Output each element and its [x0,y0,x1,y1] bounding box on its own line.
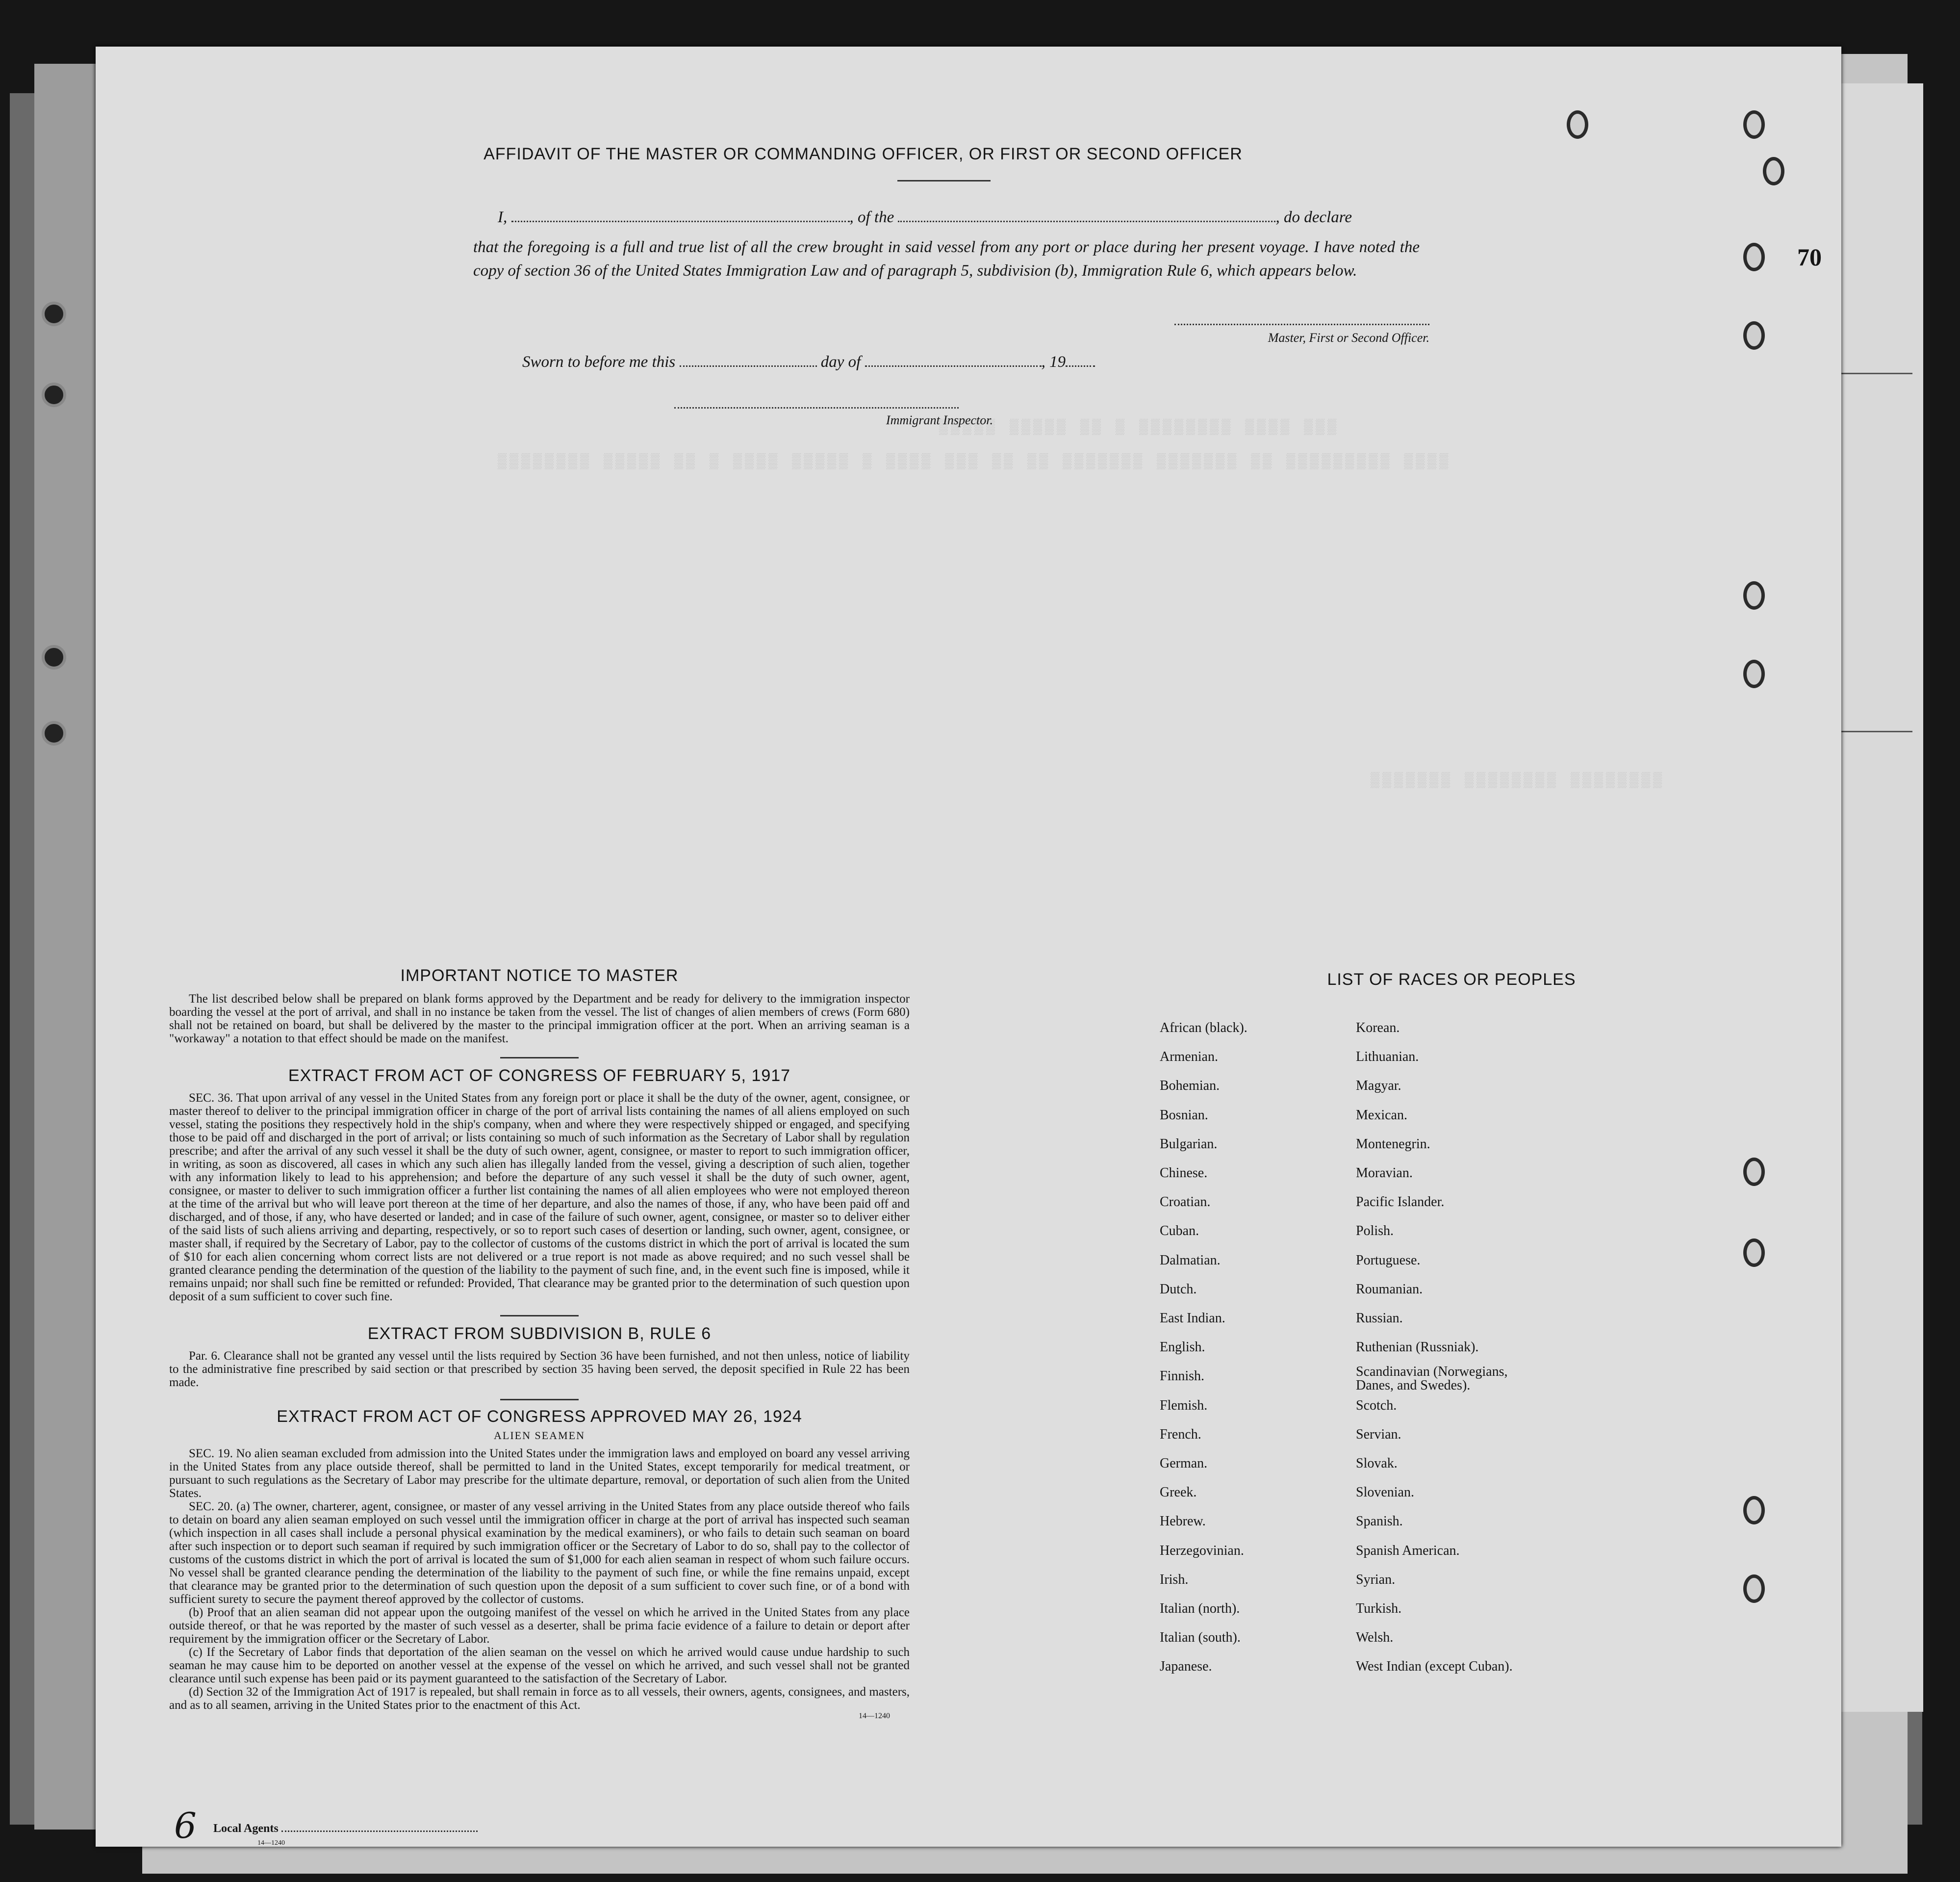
sworn-day-field[interactable] [680,365,817,367]
race-list-item: English. [1160,1340,1205,1355]
race-list-item: Roumanian. [1356,1281,1423,1297]
race-list-item: Dutch. [1160,1281,1197,1297]
race-list-item: Dalmatian. [1160,1252,1221,1268]
race-list-item: Greek. [1160,1485,1197,1500]
punch-hole-icon [1743,1496,1765,1524]
race-list-item: Bosnian. [1160,1107,1208,1123]
section-divider [500,1399,579,1400]
race-list-item: Moravian. [1356,1165,1413,1181]
notice-body: The list described below shall be prepared on blank forms approved by the Department and be ready for delivery to the immigration inspector boarding the vessel at the port of arrival, and shall in no instance be taken from the vessel. The list of changes of alien members of crews (Form 680) shall not be retained on board, but shall be delivered by the master to the principal immigration officer at the port. When an arriving seaman is a "workaway" a notation to that effect should be made on the manifest. [169,992,910,1045]
vessel-name-field[interactable] [898,221,1275,222]
inspector-signature-block [674,402,993,428]
section-divider [500,1057,579,1058]
race-list-item: African (black). [1160,1020,1247,1035]
extract-1924-sec20c: (c) If the Secretary of Labor finds that deportation of the alien seaman on the vessel on which he arrived would cause undue hardship to such seaman he may cause him to be deported on another vessel at the expense of the vessel on which he arrived, and such vessel shall not be granted clearance until such expense has been paid or its payment guaranteed to the satisfaction of the Secretary of Labor. [169,1646,910,1685]
ghost-text: ▒▒▒▒▒▒▒ ▒▒▒▒▒▒▒▒ ▒▒▒▒▒▒▒▒ [1371,773,1665,789]
race-list-item: Slovenian. [1356,1485,1414,1500]
race-list-item: Scotch. [1356,1397,1397,1413]
section-divider [500,1315,579,1316]
race-list-item: Servian. [1356,1426,1401,1442]
sworn-prefix: Sworn to before me this [522,353,676,371]
master-signature-label: Master, First or Second Officer. [1268,331,1429,345]
ghost-text: ▒▒▒▒▒▒▒▒ ▒▒▒▒▒ ▒▒ ▒ ▒▒▒▒ ▒▒▒▒▒ ▒ ▒▒▒▒ ▒▒▒ ▒▒ ▒▒ ▒▒▒▒▒▒▒ ▒▒▒▒▒▒▒ ▒▒ ▒▒▒▒▒▒▒▒▒ ▒▒▒▒ [498,454,1451,470]
extract-1917-title: EXTRACT FROM ACT OF CONGRESS OF FEBRUARY 5, 1917 [288,1066,791,1085]
race-list-item: Finnish. [1160,1368,1205,1384]
race-list-item: West Indian (except Cuban). [1356,1659,1513,1675]
title-divider [897,180,991,181]
declaration-line [498,208,1352,227]
race-list-item: Scandinavian (Norwegians, Danes, and Swedes). [1356,1364,1508,1393]
extract-1924-sec20a: SEC. 20. (a) The owner, charterer, agent, consignee, or master of any vessel arriving in the United States from any place outside thereof who fails to detain on board any alien seaman employed on such vessel until the immigration officer in charge at the port of arrival has inspected such seaman (which inspection in all cases shall include a personal physical examination by the medical examiners), or who fails to detain such seaman on board after such inspection or to deport such seaman if required by such immigration officer or the Secretary of Labor to do so, shall pay to the collector of customs of the customs district in which the port of arrival is located the sum of $1,000 for each alien seaman in respect of whom such failure occurs. No vessel shall be granted clearance pending the determination of the liability to the payment of such fine, or while the fine remains unpaid, except that clearance may be granted prior to the determination of such question upon the deposit of a sum sufficient to cover such fine, or of a bond with sufficient surety to secure the payment thereof approved by the collector of customs. [169,1500,910,1606]
affidavit-title: AFFIDAVIT OF THE MASTER OR COMMANDING OFFICER, OR FIRST OR SECOND OFFICER [484,145,1243,163]
race-list-item: Italian (south). [1160,1630,1241,1646]
race-list-item: East Indian. [1160,1311,1225,1326]
race-list-item: Mexican. [1356,1107,1407,1123]
race-list-item: French. [1160,1426,1201,1442]
local-agents-form-number: 14—1240 [257,1839,285,1847]
local-agents-label [213,1822,478,1835]
punch-hole-icon [1763,157,1784,185]
race-list-item: Chinese. [1160,1165,1208,1181]
form-number: 14—1240 [859,1712,890,1720]
race-list-item: Pacific Islander. [1356,1194,1445,1210]
sworn-day-label: day of [820,353,861,371]
race-list-item: Magyar. [1356,1078,1401,1094]
punch-hole-icon [1743,1238,1765,1267]
race-list-item: Lithuanian. [1356,1049,1419,1065]
race-list-item: Montenegrin. [1356,1136,1430,1152]
punch-hole-icon [1743,1158,1765,1186]
race-list-item: Spanish American. [1356,1543,1460,1558]
race-list-item: Spanish. [1356,1514,1403,1529]
page-number: 70 [1797,243,1822,271]
affidavit-statement: that the foregoing is a full and true list of all the crew brought in said vessel from any port or place during her present voyage. I have noted the copy of section 36 of the United States Immigration Law and of paragraph 5, subdivision (b), Immigration Rule 6, which appears below. [473,238,1420,280]
race-list-item: Flemish. [1160,1397,1208,1413]
inspector-signature-label: Immigrant Inspector. [886,413,993,427]
local-agents-field[interactable] [281,1830,478,1832]
races-title: LIST OF RACES OR PEOPLES [1327,970,1576,989]
race-list-item: Slovak. [1356,1456,1398,1471]
sworn-year-field[interactable] [1066,365,1095,367]
race-list-item: Korean. [1356,1020,1400,1035]
punch-hole-icon [1743,581,1765,610]
extract-1924-sec19: SEC. 19. No alien seaman excluded from admission into the United States under the immigration laws and employed on board any vessel arriving in the United States from any place outside thereof, shall be permitted to land in the United States, except temporarily for medical treatment, or pursuant to such regulations as the Secretary of Labor may prescribe for the ultimate departure, removal, or deportation of such alien from the United States. [169,1447,910,1500]
race-list-item: Armenian. [1160,1049,1218,1065]
race-list-item: Cuban. [1160,1223,1199,1239]
sworn-month-field[interactable] [865,365,1042,367]
race-list-item: Portuguese. [1356,1252,1421,1268]
race-list-item: Irish. [1160,1572,1189,1587]
race-list-item: Ruthenian (Russniak). [1356,1340,1479,1355]
race-list-item: Turkish. [1356,1601,1402,1616]
punch-hole-icon [1743,243,1765,271]
punch-hole-icon [1743,1574,1765,1603]
declarant-label: I, [498,208,508,226]
punch-hole-icon [1743,321,1765,350]
handwritten-number: 6 [174,1805,197,1846]
race-list-item: Russian. [1356,1311,1403,1326]
race-list-item: Polish. [1356,1223,1394,1239]
inspector-signature-field[interactable] [674,407,959,409]
notice-title: IMPORTANT NOTICE TO MASTER [400,966,679,985]
race-list-item: Croatian. [1160,1194,1211,1210]
extract-1917-body: SEC. 36. That upon arrival of any vessel in the United States from any foreign port or place it shall be the duty of the owner, agent, consignee, or master thereof to deliver to the principal immigration officer in charge of the port of arrival lists containing the names of all aliens employed on such vessel, stating the positions they respectively hold in the ship's company, when and where they were respectively shipped or engaged, and specifying those to be paid off and discharged in the port of arrival; or lists containing so much of such information as the Secretary of Labor shall by regulation prescribe; and after the arrival of any such vessel it shall be the duty of such owner, agent, consignee, or master to report to such immigration officer, in writing, as soon as discovered, all cases in which any such alien has illegally landed from the vessel, giving a description of such alien, together with any information likely to lead to his apprehension; and before the departure of any such vessel it shall be the duty of such owner, agent, consignee, or master to deliver to such immigration officer a further list containing the names of all alien employees who were not employed thereon at the time of the arrival but who will leave port thereon at the time of her departure, and also the names of those, if any, who have been paid off and discharged, and of those, if any, who have deserted or landed; and in case of the failure of such owner, agent, consignee, or master so to deliver either of the said lists of such aliens arriving and departing, respectively, or so to report such cases of desertion or landing, such owner, agent, consignee, or master shall, if required by the Secretary of Labor, pay to the collector of customs of the customs district in which the port of arrival is located the sum of $10 for each alien concerning whom correct lists are not delivered or a true report is not made as above required; and no such vessel shall be granted clearance pending the determination of the question of the liability to the payment of such fine, and, in the event such fine is imposed, while it remains unpaid; nor shall such fine be remitted or refunded: Provided, That clearance may be granted prior to the determination of such question upon deposit of a sum sufficient to cover such fine. [169,1091,910,1303]
race-list-item: Herzegovinian. [1160,1543,1244,1558]
race-list-item: Hebrew. [1160,1514,1206,1529]
local-agents-text: Local Agents [213,1822,279,1835]
of-the-label: , of the [849,208,894,226]
sworn-line [522,353,1095,371]
binder-hole-icon [42,645,66,670]
punch-hole-icon [1567,110,1588,139]
rule6-body: Par. 6. Clearance shall not be granted any vessel until the lists required by Section 36 have been furnished, and not then unless, notice of liability to the administrative fine prescribed by said section or that prescribed by section 35 having been served, the deposit specified in Rule 22 has been made. [169,1349,910,1389]
binder-hole-icon [42,302,66,326]
ghost-text: ▒▒▒▒▒ ▒▒▒▒▒ ▒▒ ▒ ▒▒▒▒▒▒▒▒ ▒▒▒▒ ▒▒▒ [939,419,1340,436]
sworn-year-label: , 19 [1041,353,1066,371]
race-list-item: Japanese. [1160,1659,1212,1675]
form-page [96,47,1841,1847]
extract-1924-subtitle: ALIEN SEAMEN [494,1429,585,1442]
race-list-item: Bulgarian. [1160,1136,1218,1152]
punch-hole-icon [1743,660,1765,688]
legal-notices-column [169,966,910,1721]
race-list-item: Syrian. [1356,1572,1396,1587]
binder-hole-icon [42,383,66,407]
do-declare-label: , do declare [1275,208,1352,226]
binder-hole-icon [42,721,66,746]
declarant-name-field[interactable] [511,221,850,222]
race-list-item: Italian (north). [1160,1601,1240,1616]
master-signature-field[interactable] [1174,324,1429,325]
master-signature-block [1174,319,1429,345]
extract-1924-sec20d: (d) Section 32 of the Immigration Act of 1917 is repealed, but shall remain in force as to all vessels, their owners, agents, consignees, and masters, and as to all seamen, arriving in the United States prior to the enactment of this Act. [169,1685,910,1712]
race-list-item: Bohemian. [1160,1078,1220,1094]
race-list-item: German. [1160,1456,1208,1471]
extract-1924-title: EXTRACT FROM ACT OF CONGRESS APPROVED MAY 26, 1924 [277,1407,802,1426]
race-list-item: Welsh. [1356,1630,1394,1646]
extract-1924-sec20b: (b) Proof that an alien seaman did not appear upon the outgoing manifest of the vessel on which he arrived in the United States from any place outside thereof, or that he was reported by the master of such vessel as a deserter, shall be prima facie evidence of a failure to detain or deport after requirement by the immigration officer or the Secretary of Labor. [169,1606,910,1646]
punch-hole-icon [1743,110,1765,139]
rule6-title: EXTRACT FROM SUBDIVISION B, RULE 6 [367,1324,712,1343]
